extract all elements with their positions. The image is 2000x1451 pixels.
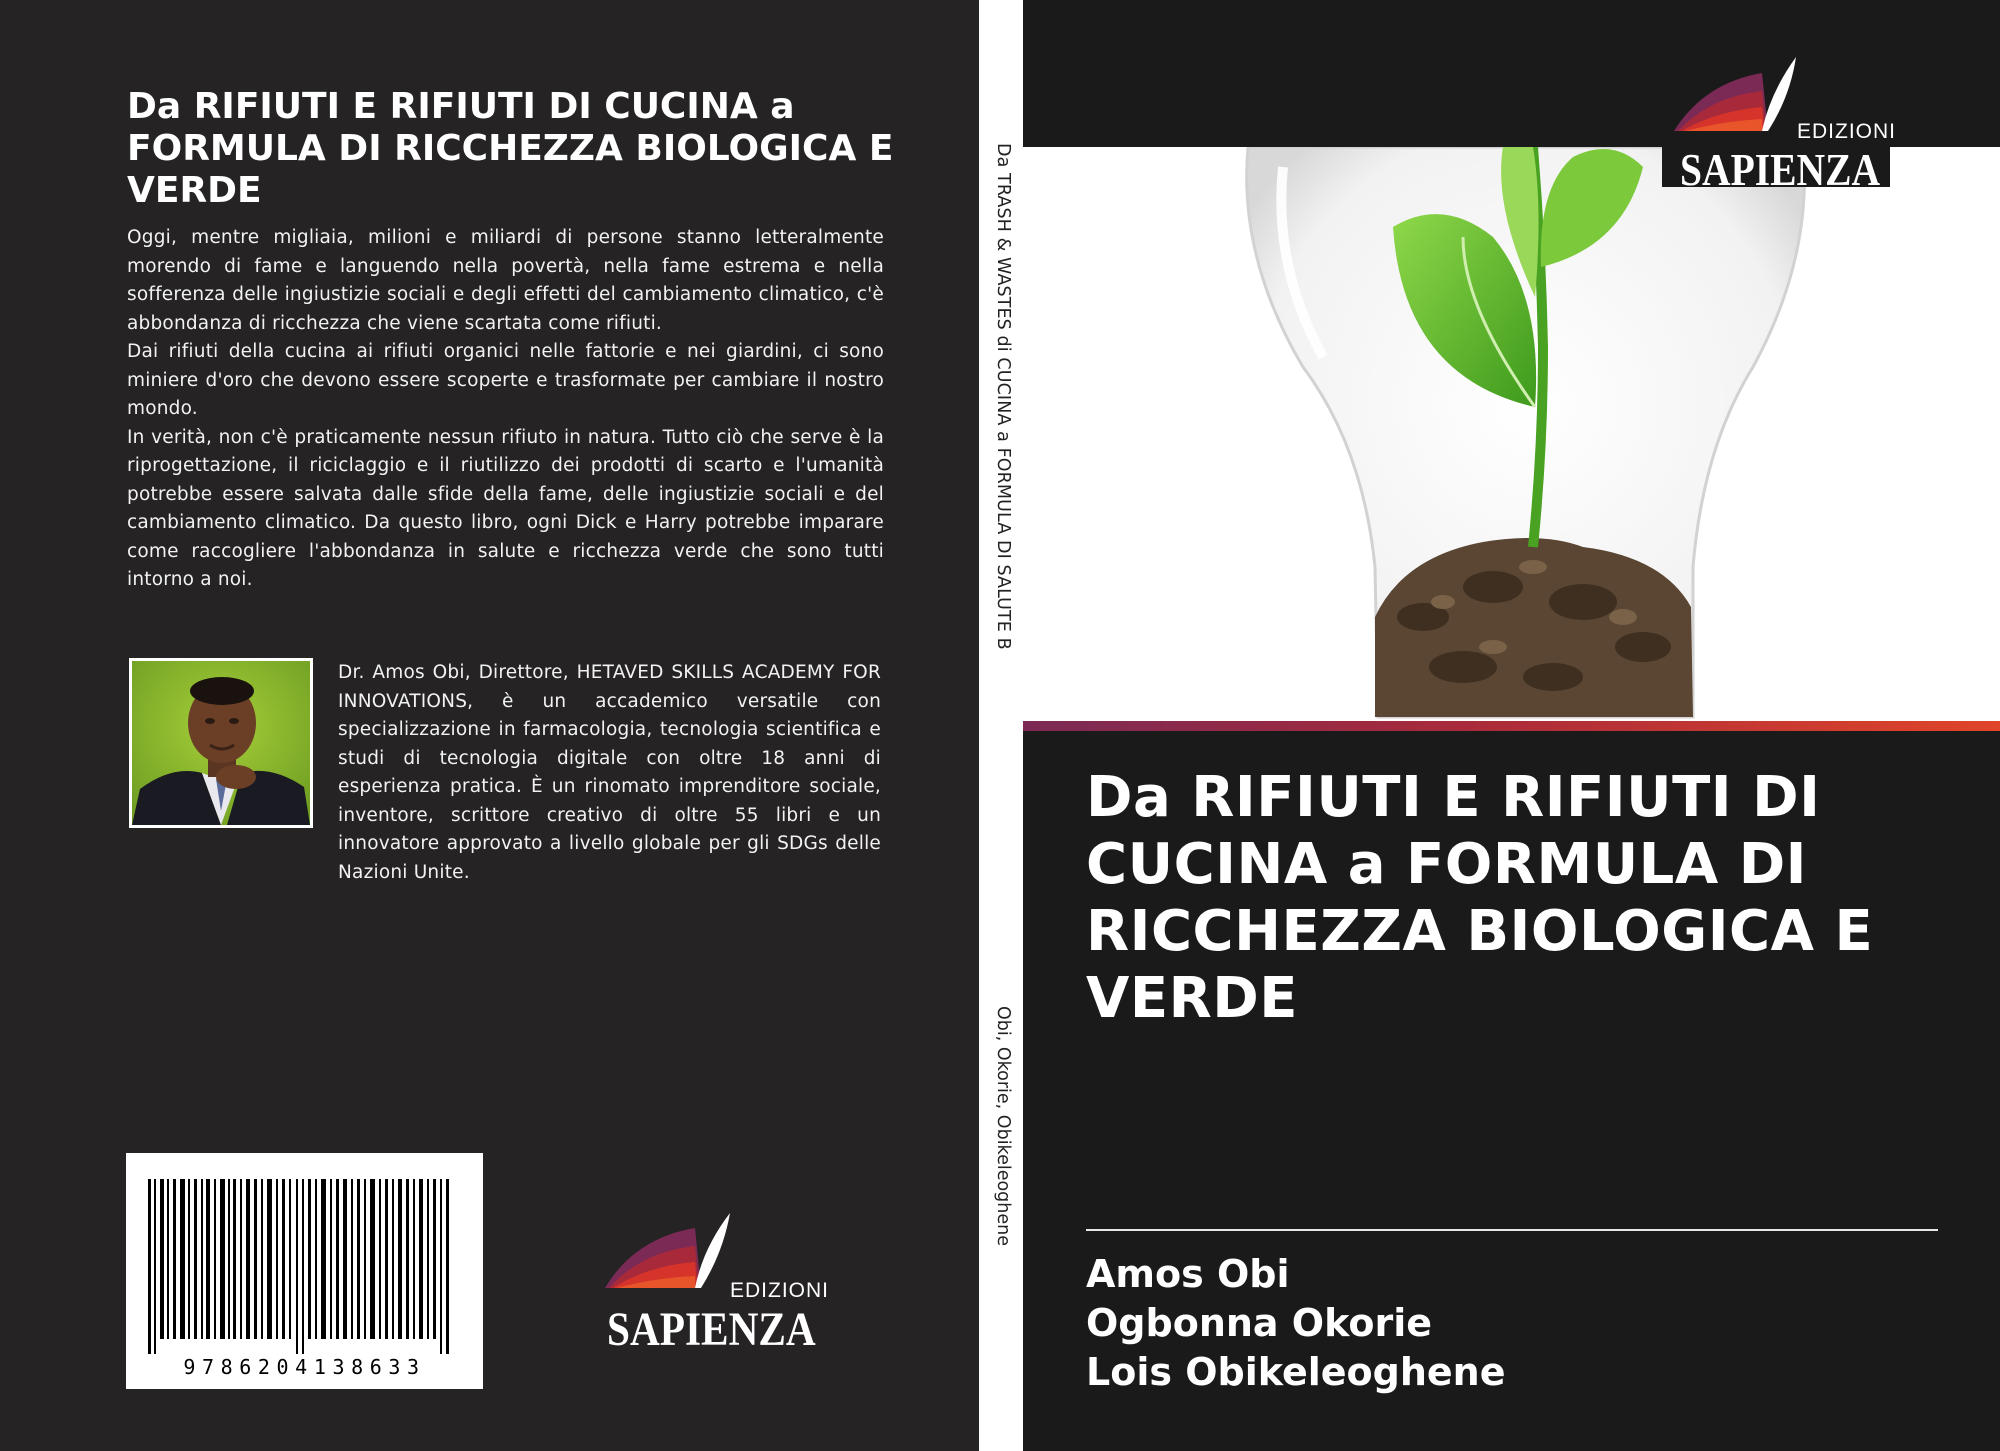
blurb-paragraph: Dai rifiuti della cucina ai rifiuti organici nelle fattorie e nei giardini, ci sono miniere d'oro che devono essere scoperte e trasformate per cambiare il nostro mondo. <box>127 341 884 419</box>
barcode-digits: 9786204138633 <box>183 1355 426 1379</box>
front-publisher-logo <box>1662 55 1897 195</box>
publisher-edizioni: EDIZIONI <box>730 1279 830 1302</box>
publisher-edizioni: EDIZIONI <box>1797 120 1897 143</box>
spine-authors: Obi, Okorie, Obikeleoghene <box>993 1006 1013 1246</box>
cover-illustration <box>1023 147 2000 721</box>
back-cover-blurb <box>127 224 884 595</box>
lightbulb-sprout-image <box>1023 147 2000 721</box>
author-portrait-image <box>132 661 310 825</box>
publisher-logo <box>595 1208 830 1356</box>
front-cover-title: Da RIFIUTI E RIFIUTI DI CUCINA a FORMULA DI RICCHEZZA BIOLOGICA E VERDE <box>1086 765 1874 1031</box>
back-cover <box>0 0 979 1451</box>
blurb-paragraph: Oggi, mentre migliaia, milioni e miliardi di persone stanno letteralmente morendo di fame e languendo nella povertà, nella fame estrema e nella sofferenza delle ingiustizie sociali e degli effetti del cambiamento climatico, c'è abbondanza di ricchezza che viene scartata come rifiuti. <box>127 227 884 334</box>
author-name: Amos Obi <box>1086 1252 1290 1296</box>
author-name: Ogbonna Okorie <box>1086 1301 1432 1345</box>
barcode <box>126 1153 483 1389</box>
author-photo <box>129 658 313 828</box>
barcode-bars <box>126 1153 483 1389</box>
blurb-paragraph: In verità, non c'è praticamente nessun rifiuto in natura. Tutto ciò che serve è la riprogettazione, il riciclaggio e il riutilizzo dei prodotti di scarto e l'umanità potrebbe essere salvata dalle sfide della fame, delle ingiustizie sociali e del cambiamento climatico. Da questo libro, ogni Dick e Harry potrebbe imparare come raccogliere l'abbondanza in salute e ricchezza verde che sono tutti intorno a noi. <box>127 426 884 590</box>
publisher-name: SAPIENZA <box>607 1303 816 1356</box>
author-bio: Dr. Amos Obi, Direttore, HETAVED SKILLS ACADEMY FOR INNOVATIONS, è un accademico versatile con specializzazione in farmacologia, tecnologia scientifica e studi di tecnologia digitale con oltre 18 anni di esperienza pratica. È un rinomato imprenditore sociale, inventore, scrittore creativo di oltre 55 libri e un innovatore approvato a livello globale per gli SDGs delle Nazioni Unite. <box>338 662 881 883</box>
back-cover-title: Da RIFIUTI E RIFIUTI DI CUCINA a FORMULA DI RICCHEZZA BIOLOGICA E VERDE <box>127 86 894 211</box>
color-stripe <box>1023 721 2000 731</box>
author-name: Lois Obikeleoghene <box>1086 1350 1506 1394</box>
divider <box>1086 1229 1938 1231</box>
author-list <box>1086 1250 1506 1397</box>
publisher-name: SAPIENZA <box>1680 144 1881 195</box>
spine-title: Da TRASH & WASTES di CUCINA a FORMULA DI SALUTE B <box>993 143 1013 650</box>
